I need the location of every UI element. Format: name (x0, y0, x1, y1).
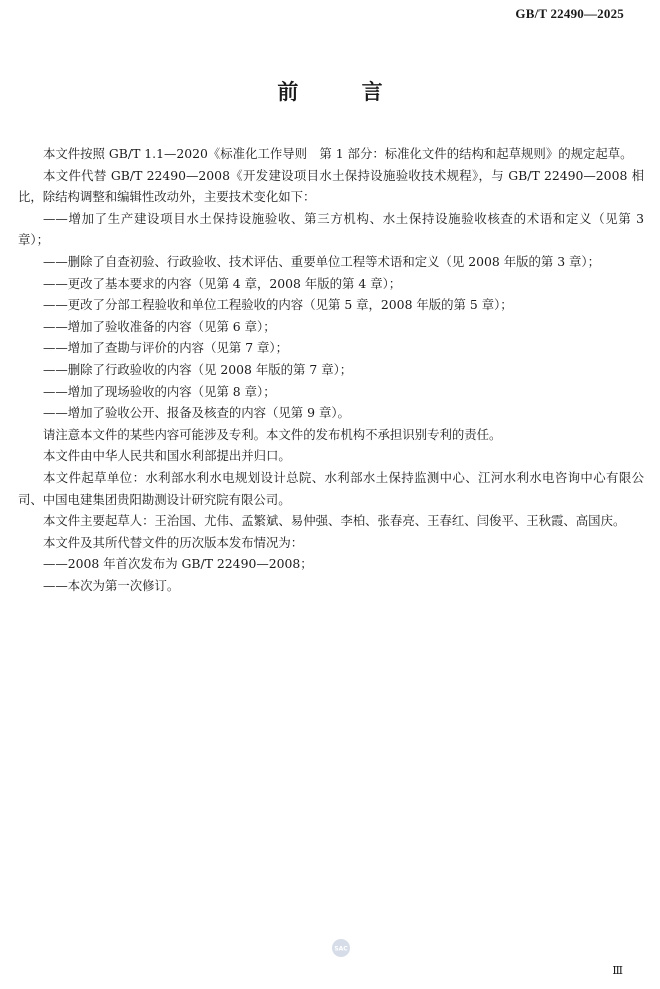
history-item: ——2008 年首次发布为 GB/T 22490—2008； (43, 556, 313, 572)
change-item: ——删除了行政验收的内容（见 2008 年版的第 7 章）； (43, 361, 353, 377)
change-item: ——更改了基本要求的内容（见第 4 章，2008 年版的第 4 章）； (43, 275, 402, 291)
paragraph-history: 本文件及其所代替文件的历次版本发布情况为： (43, 534, 304, 550)
sac-logo-icon (331, 938, 351, 958)
foreword-body (18, 143, 644, 596)
change-item: ——增加了现场验收的内容（见第 8 章）； (43, 383, 276, 399)
history-item: ——本次为第一次修订。 (43, 577, 180, 593)
svg-text:SAC: SAC (334, 945, 348, 953)
change-item: ——增加了查勘与评价的内容（见第 7 章）； (43, 340, 288, 356)
paragraph-replaces: 本文件代替 GB/T 22490—2008《开发建设项目水土保持设施验收技术规程》，与 GB/T 22490—2008 相比，除结构调整和编辑性改动外，主要技术变化如下： (18, 167, 644, 205)
change-item: ——删除了自查初验、行政验收、技术评估、重要单位工程等术语和定义（见 2008 年版的第 3 章）； (43, 253, 600, 269)
page-title: 前 言 (277, 80, 411, 104)
page-number: Ⅲ (612, 965, 623, 977)
paragraph-drafting-rules: 本文件按照 GB/T 1.1—2020《标准化工作导则 第 1 部分：标准化文件的结构和起草规则》的规定起草。 (43, 146, 633, 161)
paragraph-proposer: 本文件由中华人民共和国水利部提出并归口。 (43, 448, 291, 464)
paragraph-drafting-units: 本文件起草单位：水利部水利水电规划设计总院、水利部水土保持监测中心、江河水利水电咨询中心有限公司、中国电建集团贵阳勘测设计研究院有限公司。 (18, 469, 644, 507)
paragraph-patent-notice: 请注意本文件的某些内容可能涉及专利。本文件的发布机构不承担识别专利的责任。 (43, 426, 502, 442)
paragraph-drafters: 本文件主要起草人：王治国、尤伟、孟繁斌、易仲强、李柏、张春亮、王春红、闫俊平、王秋霞、高国庆。 (43, 513, 626, 529)
change-item: ——增加了验收准备的内容（见第 6 章）； (43, 318, 276, 334)
change-item: ——增加了生产建设项目水土保持设施验收、第三方机构、水土保持设施验收核查的术语和定义（见第 3 章）； (18, 210, 644, 248)
change-item: ——增加了验收公开、报备及核查的内容（见第 9 章）。 (43, 405, 350, 421)
standard-code: GB/T 22490—2025 (515, 6, 624, 21)
change-item: ——更改了分部工程验收和单位工程验收的内容（见第 5 章，2008 年版的第 5 章）； (43, 297, 513, 313)
